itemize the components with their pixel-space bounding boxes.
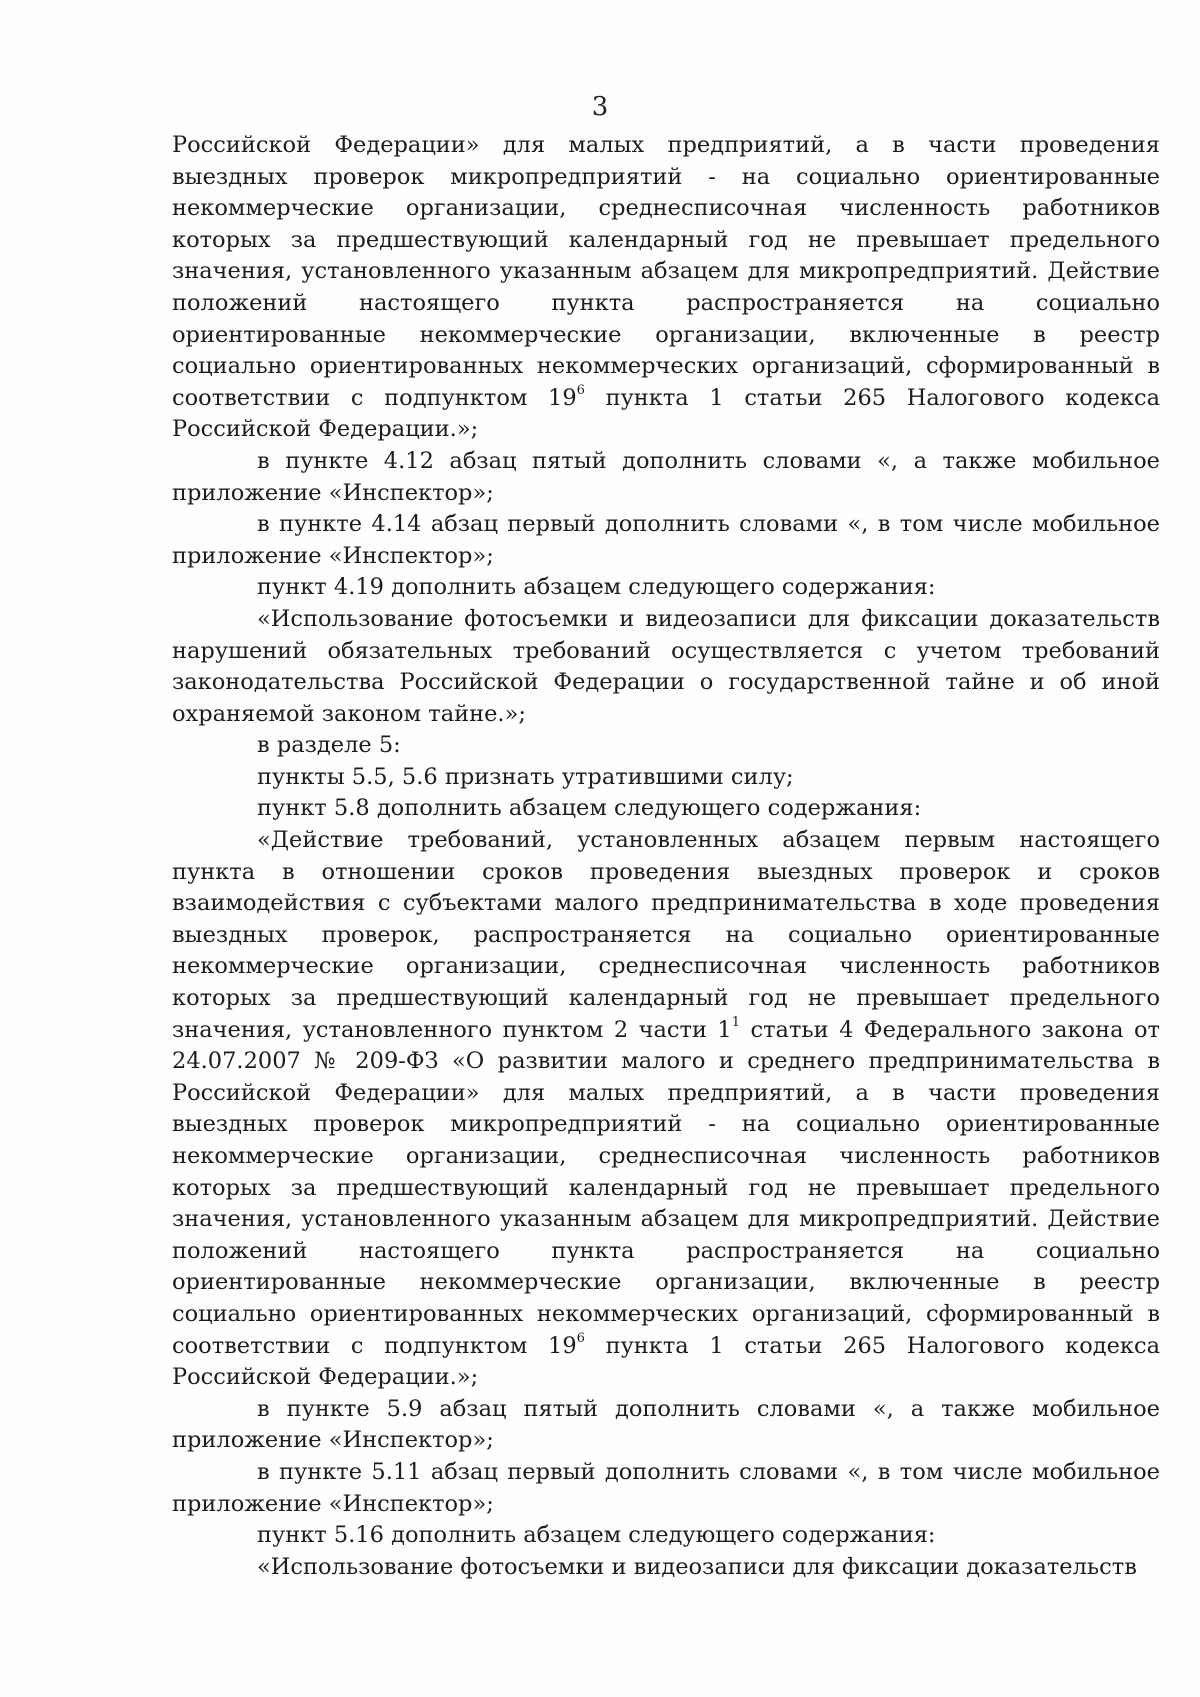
text-line: значения, установленного указанным абзацем для микропредприятий. Действие — [172, 258, 1160, 285]
text-line: приложение «Инспектор»; — [172, 542, 494, 569]
text-line: ориентированные некоммерческие организации, включенные в реестр — [172, 1269, 1160, 1296]
text-line: положений настоящего пункта распространяется на социально — [172, 289, 1160, 316]
text-line: пункта в отношении сроков проведения выездных проверок и сроков — [172, 858, 1160, 885]
text-line: некоммерческие организации, среднесписочная численность работников — [172, 1143, 1160, 1169]
text-line: ориентированные некоммерческие организации, включенные в реестр — [172, 321, 1160, 348]
text-line: пункт 4.19 дополнить абзацем следующего содержания: — [257, 574, 936, 601]
text-line: которых за предшествующий календарный год не превышает предельного — [172, 226, 1160, 253]
text-line: которых за предшествующий календарный год не превышает предельного — [172, 1174, 1160, 1201]
text-line: «Действие требований, установленных абзацем первым настоящего — [257, 827, 1160, 854]
text-line: законодательства Российской Федерации о государственной тайне и об иной — [172, 669, 1160, 696]
text-line: приложение «Инспектор»; — [172, 1490, 494, 1517]
text-line: Российской Федерации» для малых предприятий, а в части проведения — [172, 1079, 1160, 1106]
text-line: приложение «Инспектор»; — [172, 479, 494, 506]
document-body — [172, 130, 1160, 1583]
text-line: «Использование фотосъемки и видеозаписи для фиксации доказательств — [257, 1553, 1137, 1580]
text-line: выездных проверок микропредприятий - на социально ориентированные — [172, 1111, 1160, 1138]
text-line: выездных проверок, распространяется на социально ориентированные — [172, 921, 1160, 948]
text-line: соответствии с подпунктом $19^6$ пункта 1 статьи 265 Налогового кодекса — [172, 1331, 1160, 1359]
text-line: в пункте 5.9 абзац пятый дополнить словами «, а также мобильное — [257, 1395, 1160, 1422]
text-line: в пункте 4.14 абзац первый дополнить словами «, в том числе мобильное — [257, 511, 1160, 538]
text-line: взаимодействия с субъектами малого предпринимательства в ходе проведения — [172, 890, 1160, 917]
text-line: «Использование фотосъемки и видеозаписи для фиксации доказательств — [257, 605, 1160, 632]
text-line: в пункте 5.11 абзац первый дополнить словами «, в том числе мобильное — [257, 1458, 1160, 1485]
text-line: некоммерческие организации, среднесписочная численность работников — [172, 953, 1160, 980]
text-line: выездных проверок микропредприятий - на социально ориентированные — [172, 163, 1160, 190]
text-line: социально ориентированных некоммерческих организаций, сформированный в — [172, 1300, 1160, 1327]
text-line: положений настоящего пункта распространяется на социально — [172, 1237, 1160, 1264]
text-line: Российской Федерации.»; — [172, 416, 479, 443]
text-line: значения, установленного пунктом 2 части $1^1$ статьи 4 Федерального закона от — [172, 1015, 1160, 1043]
text-line: в разделе 5: — [257, 732, 401, 759]
text-line: некоммерческие организации, среднесписочная численность работников — [172, 195, 1160, 222]
text-line: пункт 5.16 дополнить абзацем следующего содержания: — [257, 1522, 936, 1549]
text-line: 24.07.2007 № 209-ФЗ «О развитии малого и среднего предпринимательства в — [172, 1048, 1160, 1075]
text-line: приложение «Инспектор»; — [172, 1427, 494, 1454]
text-line: которых за предшествующий календарный год не превышает предельного — [172, 985, 1160, 1012]
text-line: охраняемой законом тайне.»; — [172, 700, 526, 727]
text-line: нарушений обязательных требований осуществляется с учетом требований — [172, 637, 1160, 664]
text-line: соответствии с подпунктом $19^6$ пункта 1 статьи 265 Налогового кодекса — [172, 383, 1160, 411]
text-line: пункты 5.5, 5.6 признать утратившими силу; — [257, 763, 794, 790]
text-line: Российской Федерации» для малых предприятий, а в части проведения — [172, 132, 1160, 158]
text-line: значения, установленного указанным абзацем для микропредприятий. Действие — [172, 1206, 1160, 1233]
text-line: социально ориентированных некоммерческих организаций, сформированный в — [172, 353, 1160, 380]
text-line: пункт 5.8 дополнить абзацем следующего содержания: — [257, 795, 922, 822]
page-number: 3 — [591, 92, 609, 122]
text-line: в пункте 4.12 абзац пятый дополнить словами «, а также мобильное — [257, 447, 1160, 474]
text-line: Российской Федерации.»; — [172, 1364, 479, 1391]
